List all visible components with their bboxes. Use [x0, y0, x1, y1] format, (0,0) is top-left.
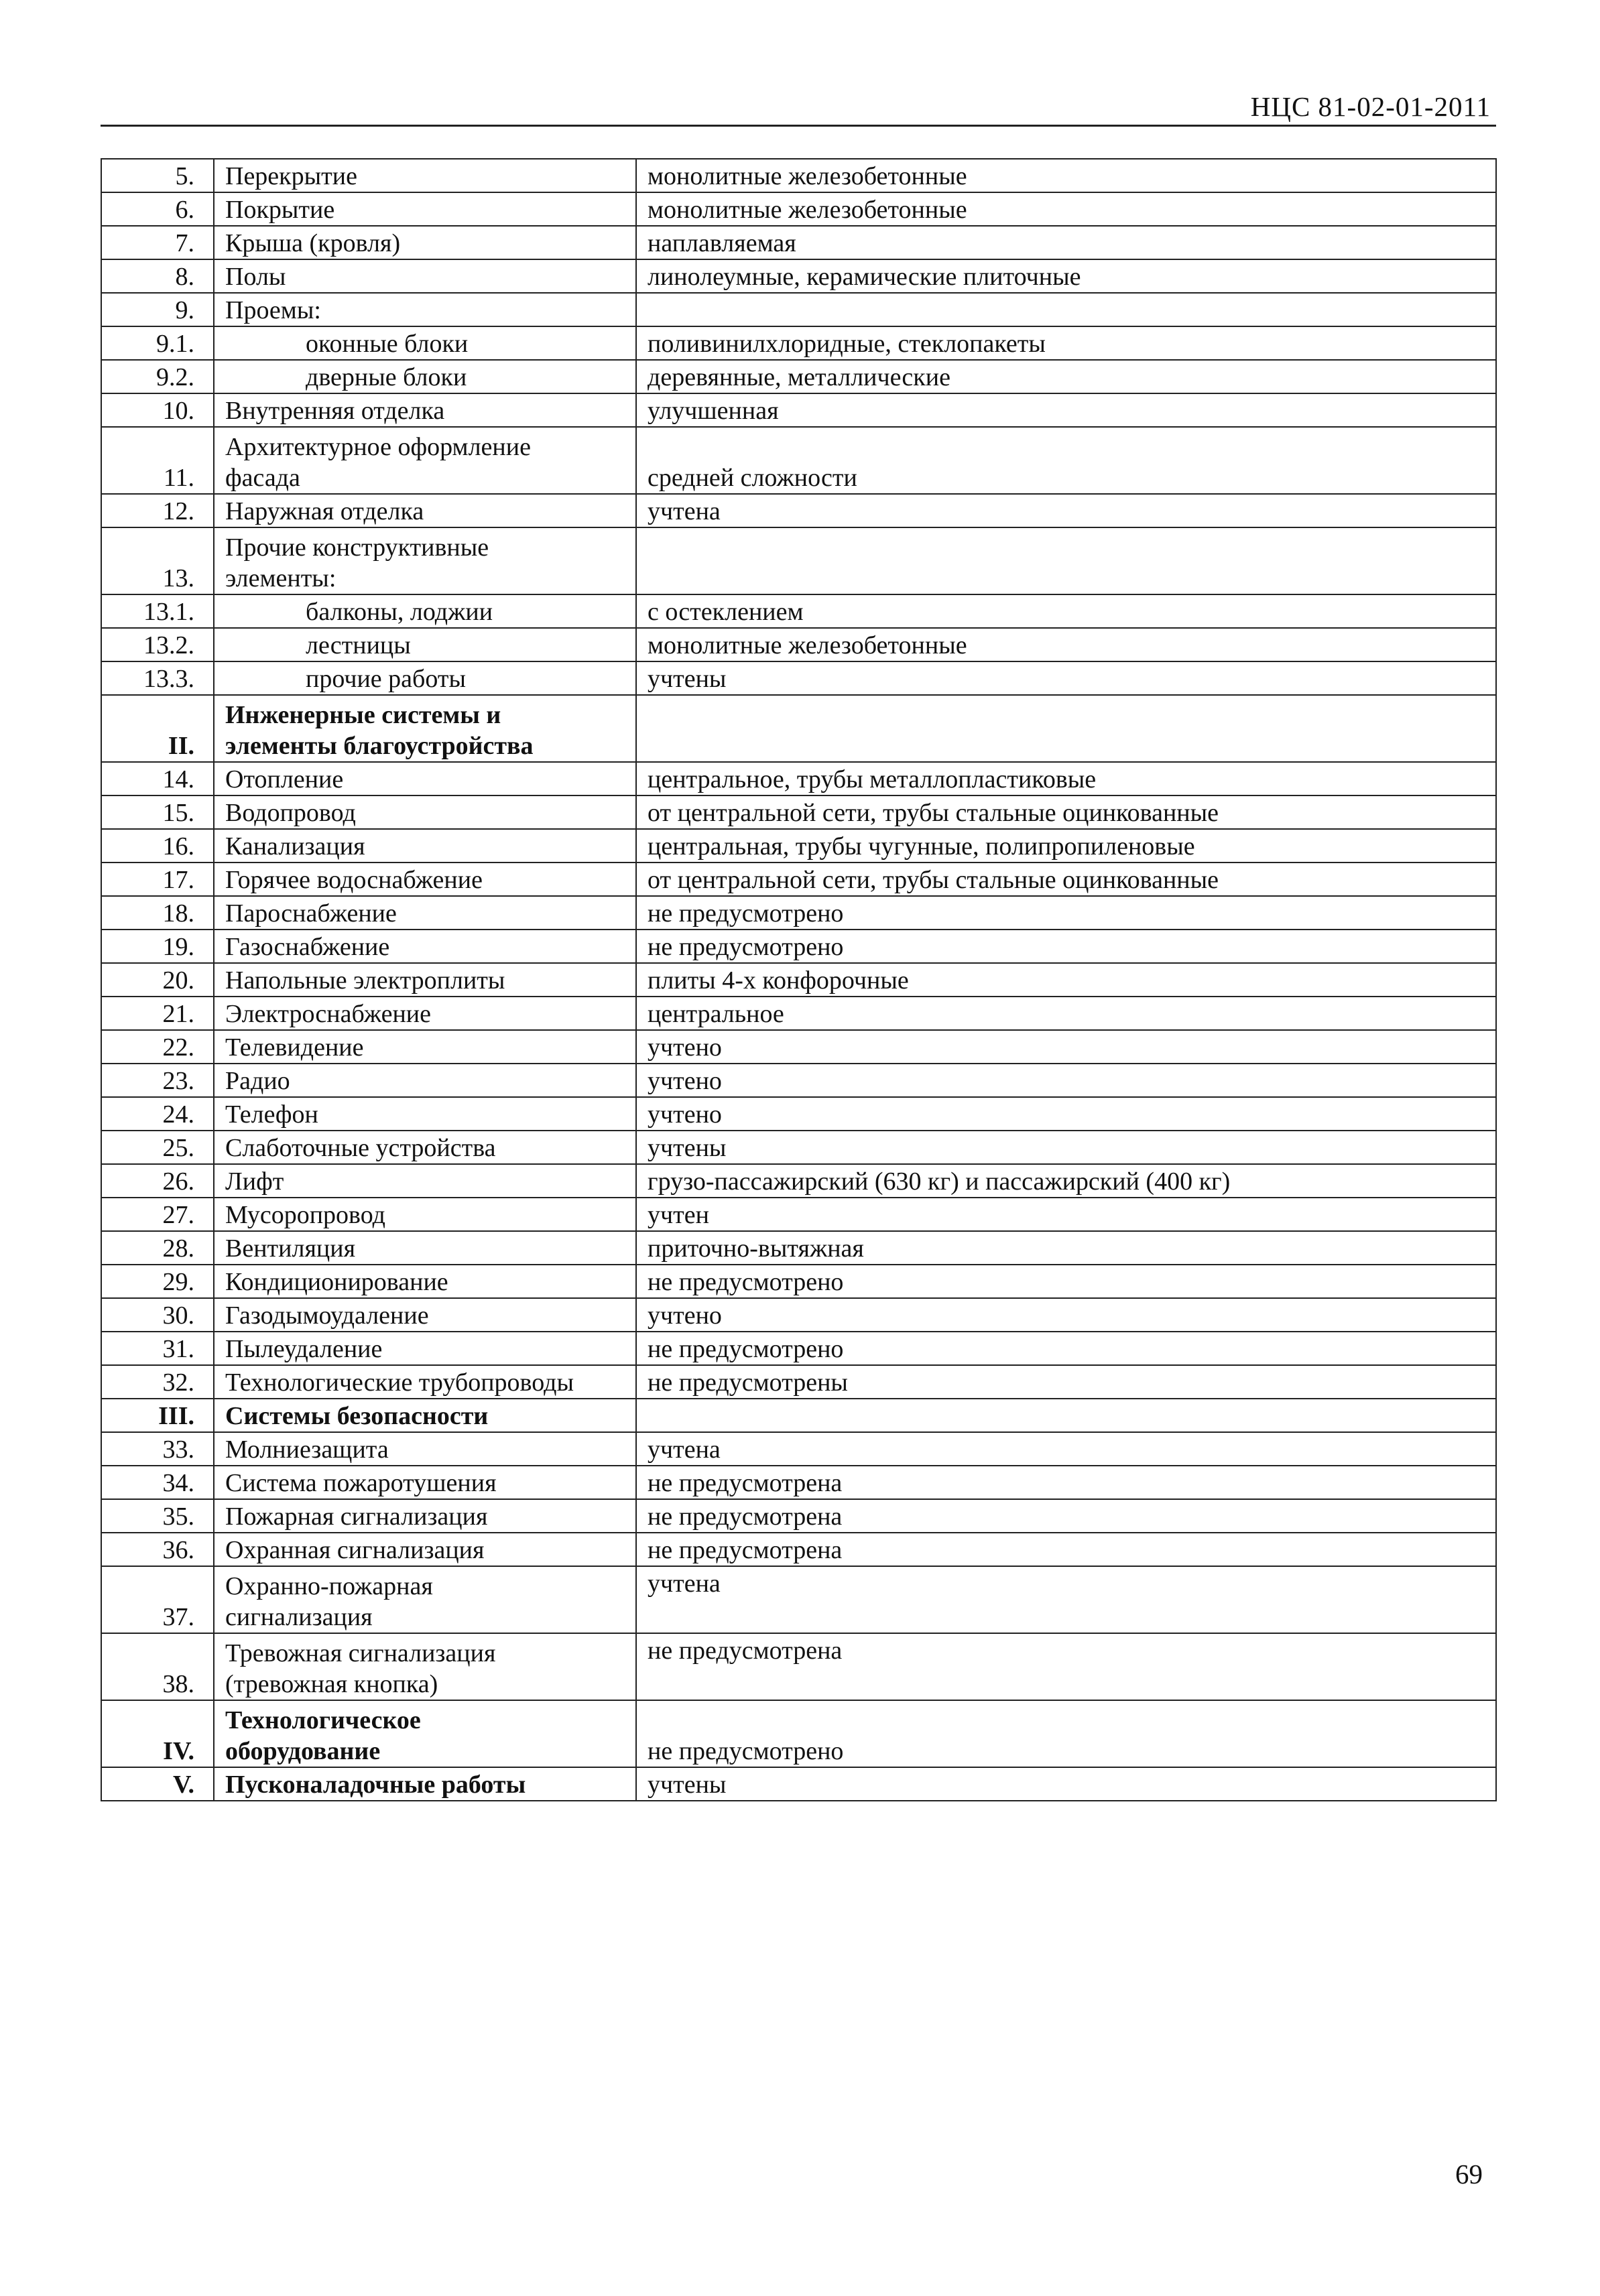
header-rule [101, 125, 1496, 127]
item-name [214, 628, 636, 661]
row-number: 27. [101, 1198, 214, 1231]
table-row [101, 1499, 1496, 1533]
item-name-line: оконные блоки [306, 330, 469, 358]
row-number: 10. [101, 393, 214, 427]
item-name [214, 1064, 636, 1097]
item-value: монолитные железобетонные [636, 628, 1496, 661]
row-number: 15. [101, 795, 214, 829]
row-number: 28. [101, 1231, 214, 1265]
row-number: 13. [101, 527, 214, 594]
item-value: с остеклением [636, 594, 1496, 628]
item-name [214, 1097, 636, 1131]
item-name [214, 661, 636, 695]
table-row [101, 1767, 1496, 1801]
table-row [101, 795, 1496, 829]
table-row [101, 963, 1496, 997]
item-value: учтены [636, 1131, 1496, 1164]
row-number: 7. [101, 226, 214, 259]
table-row [101, 393, 1496, 427]
item-name-line: Газоснабжение [225, 933, 390, 961]
item-value: учтен [636, 1198, 1496, 1231]
row-number: 13.1. [101, 594, 214, 628]
specification-table-body [101, 159, 1496, 1801]
item-name [214, 1432, 636, 1466]
item-value [636, 1399, 1496, 1432]
table-row [101, 1533, 1496, 1566]
table-row [101, 1298, 1496, 1332]
item-name [214, 1131, 636, 1164]
row-number: 36. [101, 1533, 214, 1566]
table-row [101, 427, 1496, 494]
item-name [214, 1365, 636, 1399]
item-name [214, 594, 636, 628]
table-row [101, 1265, 1496, 1298]
row-number: 5. [101, 159, 214, 192]
item-value: монолитные железобетонные [636, 159, 1496, 192]
item-name-line: Газодымоудаление [225, 1301, 429, 1330]
item-value: центральное, трубы металлопластиковые [636, 762, 1496, 795]
item-value: учтено [636, 1064, 1496, 1097]
item-name [214, 930, 636, 963]
item-name-line: Слаботочные устройства [225, 1134, 496, 1162]
item-name-line: дверные блоки [306, 363, 467, 391]
row-number: 24. [101, 1097, 214, 1131]
row-number: 9.2. [101, 360, 214, 393]
item-name [214, 1164, 636, 1198]
table-row [101, 997, 1496, 1030]
table-row [101, 1198, 1496, 1231]
item-value: не предусмотрено [636, 1332, 1496, 1365]
item-name [214, 1566, 636, 1633]
item-name [214, 997, 636, 1030]
item-name [214, 494, 636, 527]
row-number: 37. [101, 1566, 214, 1633]
item-name-line: Перекрытие [225, 162, 357, 190]
item-name-line: (тревожная кнопка) [225, 1670, 438, 1698]
item-value: линолеумные, керамические плиточные [636, 259, 1496, 293]
item-name-line: балконы, лоджии [306, 598, 493, 626]
table-row [101, 762, 1496, 795]
item-value: учтены [636, 1767, 1496, 1801]
page-number: 69 [1455, 2159, 1483, 2189]
row-number: II. [101, 695, 214, 762]
item-value: не предусмотрены [636, 1365, 1496, 1399]
item-value: центральная, трубы чугунные, полипропиленовые [636, 829, 1496, 863]
row-number: 33. [101, 1432, 214, 1466]
item-value: грузо-пассажирский (630 кг) и пассажирский (400 кг) [636, 1164, 1496, 1198]
row-number: V. [101, 1767, 214, 1801]
item-name-line: оборудование [225, 1737, 381, 1765]
item-name-line: Радио [225, 1067, 290, 1095]
row-number: 31. [101, 1332, 214, 1365]
item-name-line: элементы благоустройства [225, 732, 534, 760]
table-row [101, 1164, 1496, 1198]
item-value: учтена [636, 1432, 1496, 1466]
row-number: 13.3. [101, 661, 214, 695]
item-name-line: фасада [225, 464, 300, 492]
item-name [214, 1198, 636, 1231]
table-row [101, 1064, 1496, 1097]
row-number: 26. [101, 1164, 214, 1198]
item-value: учтена [636, 494, 1496, 527]
item-value: не предусмотрено [636, 930, 1496, 963]
item-name [214, 1499, 636, 1533]
item-value [636, 695, 1496, 762]
row-number: 8. [101, 259, 214, 293]
table-row [101, 326, 1496, 360]
item-value [636, 293, 1496, 326]
item-name [214, 192, 636, 226]
item-name-line: Пароснабжение [225, 899, 397, 928]
table-row [101, 930, 1496, 963]
row-number: 34. [101, 1466, 214, 1499]
table-row [101, 661, 1496, 695]
row-number: 6. [101, 192, 214, 226]
item-name-line: Телефон [225, 1100, 318, 1129]
item-name-line: Водопровод [225, 799, 356, 827]
item-name-line: Электроснабжение [225, 1000, 432, 1028]
item-name-line: Система пожаротушения [225, 1469, 497, 1497]
item-name-line: Инженерные системы и [225, 701, 501, 729]
item-value: плиты 4-х конфорочные [636, 963, 1496, 997]
row-number: 12. [101, 494, 214, 527]
item-name [214, 1633, 636, 1700]
table-row [101, 1566, 1496, 1633]
table-row [101, 1030, 1496, 1064]
table-row [101, 293, 1496, 326]
item-name-line: Пылеудаление [225, 1335, 383, 1363]
item-value: не предусмотрено [636, 1265, 1496, 1298]
item-name [214, 527, 636, 594]
item-value: учтена [636, 1566, 1496, 1633]
row-number: 29. [101, 1265, 214, 1298]
table-row [101, 594, 1496, 628]
table-row [101, 494, 1496, 527]
table-row [101, 1131, 1496, 1164]
item-value: учтено [636, 1097, 1496, 1131]
row-number: 11. [101, 427, 214, 494]
item-value: не предусмотрена [636, 1499, 1496, 1533]
row-number: 30. [101, 1298, 214, 1332]
item-name-line: Отопление [225, 765, 344, 793]
item-name [214, 1399, 636, 1432]
table-row [101, 159, 1496, 192]
item-name-line: Пусконаладочные работы [225, 1771, 526, 1799]
item-name-line: Архитектурное оформление [225, 433, 531, 461]
item-name-line: Горячее водоснабжение [225, 866, 483, 894]
item-value: не предусмотрена [636, 1533, 1496, 1566]
document-code: НЦС 81-02-01-2011 [1250, 91, 1491, 122]
table-row [101, 259, 1496, 293]
row-number: 21. [101, 997, 214, 1030]
item-value: наплавляемая [636, 226, 1496, 259]
item-name-line: Охранная сигнализация [225, 1536, 485, 1564]
item-name [214, 1767, 636, 1801]
item-name-line: лестницы [306, 631, 411, 659]
item-name [214, 1466, 636, 1499]
item-name-line: Прочие конструктивные [225, 533, 489, 562]
table-row [101, 226, 1496, 259]
item-name-line: Технологические трубопроводы [225, 1368, 574, 1397]
row-number: 38. [101, 1633, 214, 1700]
item-value: учтено [636, 1298, 1496, 1332]
item-name [214, 259, 636, 293]
item-name [214, 1533, 636, 1566]
item-name [214, 1332, 636, 1365]
item-value: деревянные, металлические [636, 360, 1496, 393]
item-name [214, 326, 636, 360]
row-number: 9.1. [101, 326, 214, 360]
item-name [214, 896, 636, 930]
row-number: 22. [101, 1030, 214, 1064]
item-name [214, 159, 636, 192]
item-name-line: Внутренняя отделка [225, 397, 445, 425]
item-name-line: Канализация [225, 832, 365, 860]
item-name [214, 427, 636, 494]
item-name-line: прочие работы [306, 665, 467, 693]
table-row [101, 695, 1496, 762]
item-name [214, 1231, 636, 1265]
item-name-line: Полы [225, 263, 286, 291]
item-name-line: элементы: [225, 564, 336, 592]
item-value: приточно-вытяжная [636, 1231, 1496, 1265]
item-name [214, 1700, 636, 1767]
item-name-line: Молниезащита [225, 1436, 389, 1464]
table-row [101, 1432, 1496, 1466]
item-name-line: Тревожная сигнализация [225, 1639, 496, 1667]
item-name [214, 863, 636, 896]
row-number: 16. [101, 829, 214, 863]
item-value: учтены [636, 661, 1496, 695]
item-name [214, 695, 636, 762]
item-name [214, 1265, 636, 1298]
item-name-line: сигнализация [225, 1603, 373, 1631]
row-number: 14. [101, 762, 214, 795]
item-value: поливинилхлоридные, стеклопакеты [636, 326, 1496, 360]
item-name-line: Пожарная сигнализация [225, 1503, 488, 1531]
item-name-line: Вентиляция [225, 1234, 356, 1263]
item-value: учтено [636, 1030, 1496, 1064]
table-row [101, 863, 1496, 896]
item-name-line: Системы безопасности [225, 1402, 489, 1430]
table-row [101, 1466, 1496, 1499]
item-name [214, 762, 636, 795]
table-row [101, 1633, 1496, 1700]
item-name [214, 393, 636, 427]
item-name [214, 1030, 636, 1064]
table-row [101, 1097, 1496, 1131]
table-row [101, 829, 1496, 863]
table-row [101, 527, 1496, 594]
item-value: от центральной сети, трубы стальные оцинкованные [636, 863, 1496, 896]
item-name [214, 226, 636, 259]
item-name-line: Телевидение [225, 1033, 364, 1062]
row-number: 35. [101, 1499, 214, 1533]
item-name-line: Покрытие [225, 196, 335, 224]
row-number: III. [101, 1399, 214, 1432]
item-value: не предусмотрено [636, 1700, 1496, 1767]
item-name [214, 360, 636, 393]
item-name [214, 293, 636, 326]
row-number: 25. [101, 1131, 214, 1164]
row-number: 20. [101, 963, 214, 997]
table-row [101, 1399, 1496, 1432]
item-name-line: Крыша (кровля) [225, 229, 401, 257]
item-value [636, 527, 1496, 594]
specification-table [101, 158, 1497, 1801]
item-name [214, 829, 636, 863]
row-number: 23. [101, 1064, 214, 1097]
item-value: монолитные железобетонные [636, 192, 1496, 226]
table-row [101, 192, 1496, 226]
row-number: 13.2. [101, 628, 214, 661]
item-name-line: Технологическое [225, 1706, 421, 1734]
item-value: не предусмотрена [636, 1466, 1496, 1499]
item-value: центральное [636, 997, 1496, 1030]
item-value: улучшенная [636, 393, 1496, 427]
item-name [214, 795, 636, 829]
item-value: от центральной сети, трубы стальные оцинкованные [636, 795, 1496, 829]
item-name [214, 963, 636, 997]
item-name-line: Наружная отделка [225, 497, 424, 525]
table-row [101, 896, 1496, 930]
table-row [101, 1365, 1496, 1399]
item-value: не предусмотрено [636, 896, 1496, 930]
table-row [101, 1700, 1496, 1767]
table-row [101, 1231, 1496, 1265]
row-number: 19. [101, 930, 214, 963]
table-row [101, 1332, 1496, 1365]
item-value: не предусмотрена [636, 1633, 1496, 1700]
item-name-line: Напольные электроплиты [225, 966, 505, 995]
item-name-line: Мусоропровод [225, 1201, 385, 1229]
item-name-line: Охранно-пожарная [225, 1572, 433, 1600]
table-row [101, 628, 1496, 661]
row-number: IV. [101, 1700, 214, 1767]
row-number: 17. [101, 863, 214, 896]
item-name-line: Проемы: [225, 296, 321, 324]
row-number: 9. [101, 293, 214, 326]
item-value: средней сложности [636, 427, 1496, 494]
row-number: 18. [101, 896, 214, 930]
item-name-line: Лифт [225, 1167, 284, 1196]
table-row [101, 360, 1496, 393]
row-number: 32. [101, 1365, 214, 1399]
item-name-line: Кондиционирование [225, 1268, 448, 1296]
item-name [214, 1298, 636, 1332]
